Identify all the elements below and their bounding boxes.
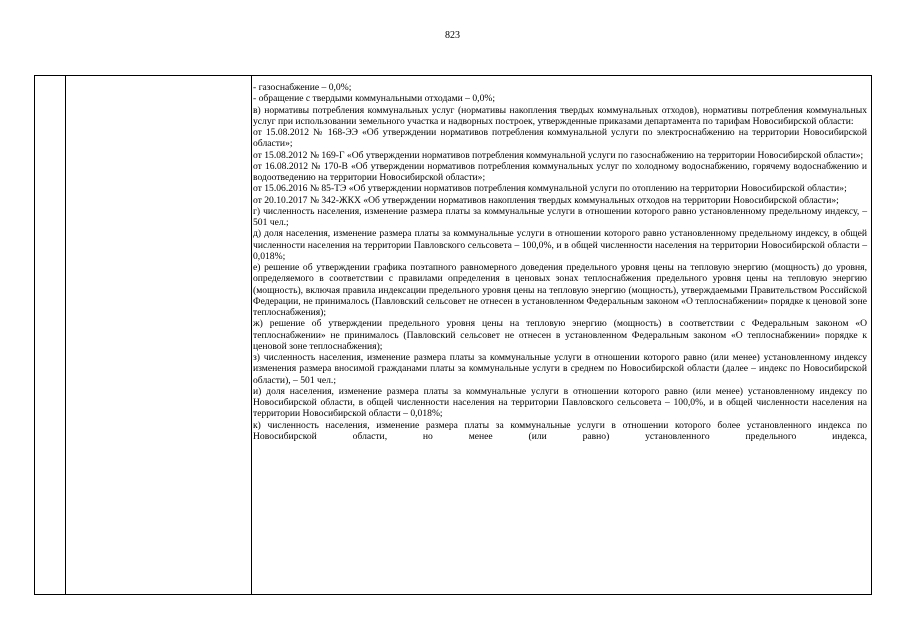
- paragraph-order-170: от 16.08.2012 № 170-В «Об утверждении нормативов потребления коммунальных услуг по холодному водоснабжению, горячему водоснабжению и водоотведению на территории Новосибирской области»;: [253, 160, 867, 183]
- paragraph-k: к) численность населения, изменение размера платы за коммунальные услуги в отношении которого более установленного индекса по Новосибирской области, но менее (или равно) установленного предельного индекса,: [253, 419, 867, 442]
- paragraph-d: д) доля населения, изменение размера платы за коммунальные услуги в отношении которого равно установленному предельному индексу, в общей численности населения на территории Павловского сельсовета – 100,0%, и в общей численности населения на территории Новосибирской области – 0,018%;: [253, 228, 867, 262]
- column-divider: [65, 76, 66, 594]
- paragraph-v-norms: в) нормативы потребления коммунальных услуг (нормативы накопления твердых коммунальных отходов), нормативы потребления коммунальных услуг при использовании земельного участка и надворных построек, утвержденные приказами департамента по тарифам Новосибирской области:: [253, 104, 867, 127]
- paragraph-e: е) решение об утверждении графика поэтапного равномерного доведения предельного уровня цены на тепловую энергию (мощность) до уровня, определяемого в соответствии с правилами определения в ценовых зонах теплоснабжения предельного уровня цены на тепловую энергию (мощность), включая правила индексации предельного уровня цены на тепловую энергию (мощность), утверждаемыми Правительством Российской Федерации, не принималось (Павловский сельсовет не отнесен в установленном Федеральным законом «О теплоснабжении» порядке к ценовой зоне теплоснабжения);: [253, 262, 867, 318]
- column-divider: [251, 76, 252, 594]
- paragraph-zh: ж) решение об утверждении предельного уровня цены на тепловую энергию (мощность) в соответствии с Федеральным законом «О теплоснабжении» не принималось (Павловский сельсовет не отнесен в установленном Федеральным законом «О теплоснабжении» порядке к ценовой зоне теплоснабжения);: [253, 318, 867, 352]
- page-number: 823: [445, 30, 460, 41]
- paragraph-order-85: от 15.06.2016 № 85-ТЭ «Об утверждении нормативов потребления коммунальной услуги по отоплению на территории Новосибирской области»;: [253, 183, 847, 195]
- paragraph-z: з) численность населения, изменение размера платы за коммунальные услуги в отношении которого равно (или менее) установленному индексу изменения размера вносимой гражданами платы за коммунальные услуги в среднем по Новосибирской области (далее – индекс по Новосибирской области), – 501 чел.;: [253, 352, 867, 386]
- paragraph-order-168: от 15.08.2012 № 168-ЭЭ «Об утверждении нормативов потребления коммунальной услуги по электроснабжению на территории Новосибирской области»;: [253, 127, 867, 150]
- paragraph-waste: - обращение с твердыми коммунальными отходами – 0,0%;: [253, 93, 496, 105]
- paragraph-gas: - газоснабжение – 0,0%;: [253, 82, 352, 93]
- paragraph-i: и) доля населения, изменение размера платы за коммунальные услуги в отношении которого равно (или менее) установленному индексу по Новосибирской области, в общей численности населения на территории Павловского сельсовета – 100,0%, и в общей численности населения на территории Новосибирской области – 0,018%;: [253, 385, 867, 420]
- paragraph-g: г) численность населения, изменение размера платы за коммунальные услуги в отношении которого равно установленному предельному индексу, – 501 чел.;: [253, 205, 867, 228]
- table-cell-text: [253, 82, 867, 442]
- paragraph-order-342: от 20.10.2017 № 342-ЖКХ «Об утверждении нормативов накопления твердых коммунальных отходов на территории Новосибирской области»;: [253, 194, 839, 206]
- paragraph-order-169: от 15.08.2012 № 169-Г «Об утверждении нормативов потребления коммунальной услуги по газоснабжению на территории Новосибирской области»;: [253, 149, 864, 161]
